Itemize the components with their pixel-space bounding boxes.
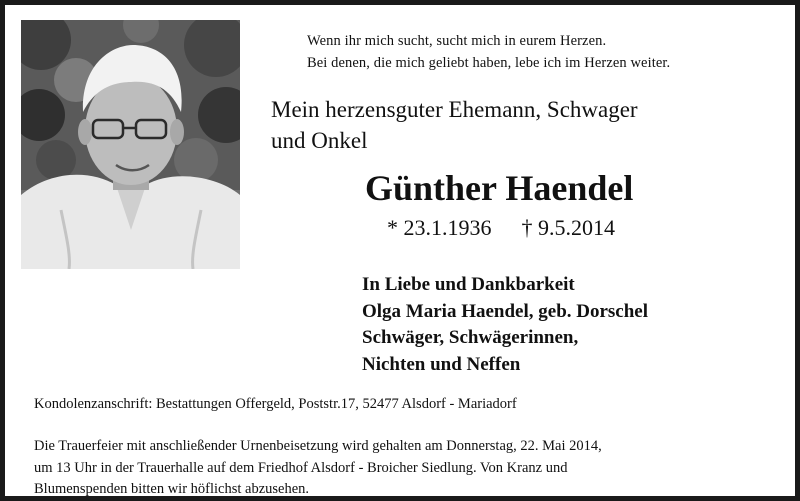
life-dates (387, 213, 615, 243)
funeral-line: Blumenspenden bitten wir höflichst abzusehen. (34, 481, 310, 497)
relationship-intro (271, 94, 638, 156)
mourners-list (362, 272, 648, 378)
mourner-line: Olga Maria Haendel, geb. Dorschel (362, 300, 649, 322)
motto-quote (307, 30, 670, 74)
death-date: † 9.5.2014 (521, 215, 615, 240)
condolence-address: Kondolenzanschrift: Bestattungen Offergeld, Poststr.17, 52477 Alsdorf - Mariadorf (34, 396, 517, 412)
mourner-line: Nichten und Neffen (362, 353, 521, 375)
motto-line: Wenn ihr mich sucht, sucht mich in eurem Herzen. (307, 33, 607, 49)
funeral-line: um 13 Uhr in der Trauerhalle auf dem Friedhof Alsdorf - Broicher Siedlung. Von Kranz und (34, 459, 568, 476)
mourner-line: In Liebe und Dankbarkeit (362, 274, 575, 295)
intro-line: und Onkel (271, 128, 368, 153)
intro-line: Mein herzensguter Ehemann, Schwager (271, 97, 638, 122)
funeral-notice (34, 436, 602, 501)
birth-date: * 23.1.1936 (387, 215, 492, 240)
deceased-name: Günther Haendel (365, 168, 634, 208)
mourner-line: Schwäger, Schwägerinnen, (362, 327, 579, 348)
portrait-photo (21, 20, 240, 269)
motto-line: Bei denen, die mich geliebt haben, lebe ich im Herzen weiter. (307, 55, 671, 71)
funeral-line: Die Trauerfeier mit anschließender Urnenbeisetzung wird gehalten am Donnerstag, 22. Mai 2014, (34, 438, 602, 454)
